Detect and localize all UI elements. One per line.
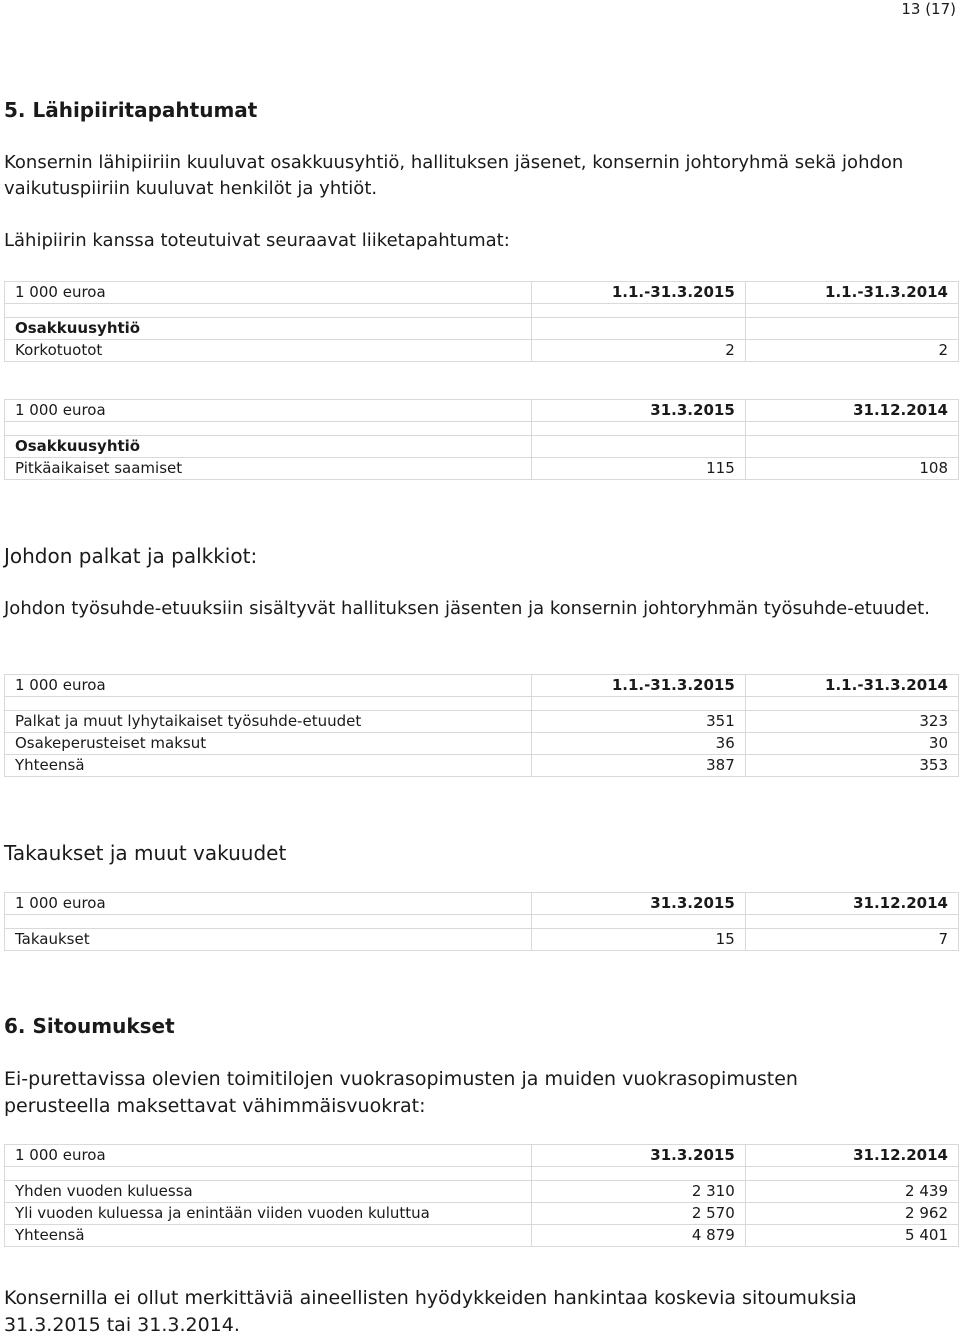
header-period-prior: 1.1.-31.3.2014	[745, 282, 958, 304]
page-number: 13 (17)	[901, 0, 956, 18]
section-5-title: 5. Lähipiiritapahtumat	[4, 98, 258, 122]
table-row: Takaukset 15 7	[5, 929, 959, 951]
table-header-row: 1 000 euroa 31.3.2015 31.12.2014	[5, 400, 959, 422]
management-title: Johdon palkat ja palkkiot:	[4, 544, 258, 568]
management-text: Johdon työsuhde-etuuksiin sisältyvät hallituksen jäsenten ja konsernin johtoryhmän työsuhde-etuudet.	[4, 598, 930, 619]
section-6-title: 6. Sitoumukset	[4, 1014, 175, 1038]
table-row: Yli vuoden kuluessa ja enintään viiden vuoden kuluttua 2 570 2 962	[5, 1203, 959, 1225]
management-compensation-table	[4, 674, 959, 777]
table-header-row: 1 000 euroa 31.3.2015 31.12.2014	[5, 893, 959, 915]
section-5-intro: Konsernin lähipiiriin kuuluvat osakkuusyhtiö, hallituksen jäsenet, konsernin johtoryhmä sekä johdon vaikutuspiiriin kuuluvat henkilöt ja yhtiöt.	[4, 152, 904, 199]
table-row-total: Yhteensä 4 879 5 401	[5, 1225, 959, 1247]
related-party-receivables-table	[4, 399, 959, 480]
table-row: Pitkäaikaiset saamiset 115 108	[5, 458, 959, 480]
table-row: Palkat ja muut lyhytaikaiset työsuhde-etuudet 351 323	[5, 711, 959, 733]
lease-commitments-table	[4, 1144, 959, 1247]
table-row: Osakeperusteiset maksut 36 30	[5, 733, 959, 755]
guarantees-title: Takaukset ja muut vakuudet	[4, 841, 287, 865]
table-subheading-row: Osakkuusyhtiö	[5, 436, 959, 458]
section-5-intro-2: Lähipiirin kanssa toteutuivat seuraavat liiketapahtumat:	[4, 230, 510, 251]
table-subheading-row	[5, 318, 959, 340]
table-header-row	[5, 282, 959, 304]
guarantees-table	[4, 892, 959, 951]
table-header-row: 1 000 euroa 31.3.2015 31.12.2014	[5, 1145, 959, 1167]
header-unit: 1 000 euroa	[5, 282, 532, 304]
header-period-current: 1.1.-31.3.2015	[531, 282, 745, 304]
related-party-income-table	[4, 281, 959, 362]
table-row: Yhden vuoden kuluessa 2 310 2 439	[5, 1181, 959, 1203]
footer-text: Konsernilla ei ollut merkittäviä aineellisten hyödykkeiden hankintaa koskevia sitoumuksia 31.3.2015 tai 31.3.2014.	[4, 1287, 857, 1336]
section-6-text: Ei-purettavissa olevien toimitilojen vuokrasopimusten ja muiden vuokrasopimusten perusteella maksettavat vähimmäisvuokrat:	[4, 1068, 798, 1117]
subheading-associate: Osakkuusyhtiö	[5, 318, 532, 340]
table-header-row: 1 000 euroa 1.1.-31.3.2015 1.1.-31.3.2014	[5, 675, 959, 697]
table-row-total: Yhteensä 387 353	[5, 755, 959, 777]
table-row: Korkotuotot 2 2	[5, 340, 959, 362]
